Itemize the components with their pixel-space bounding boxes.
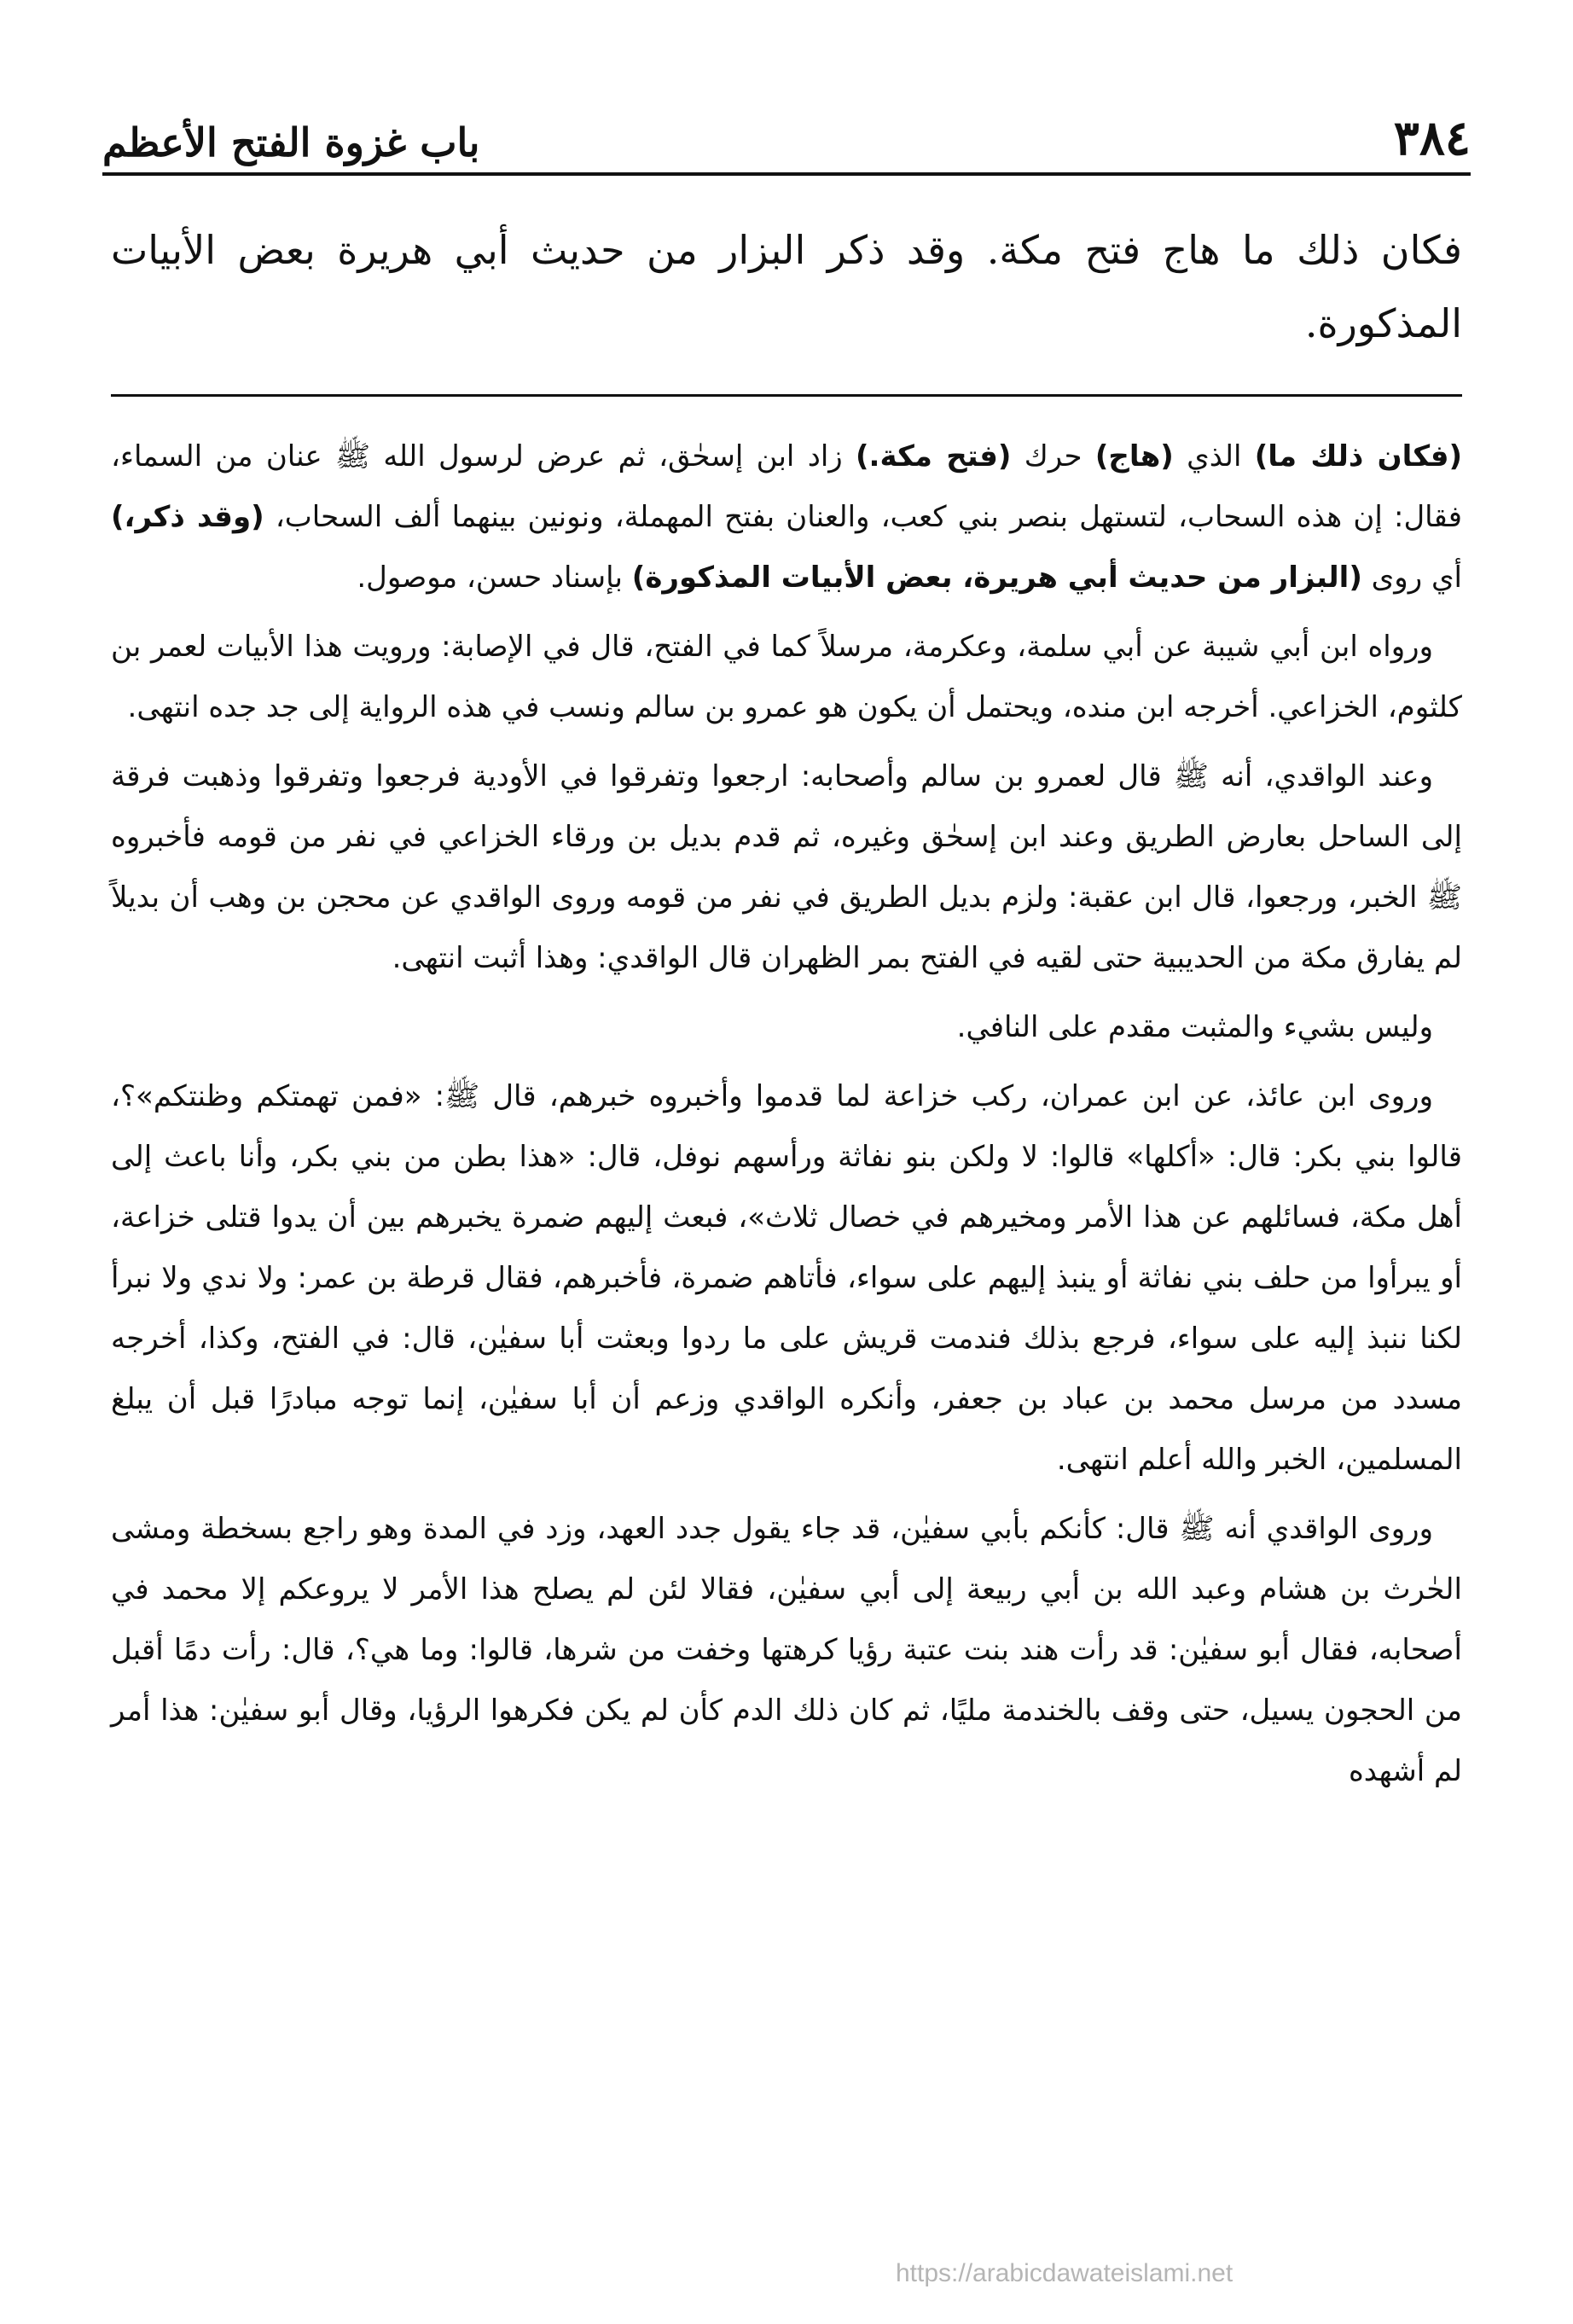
gloss-segment: بإسناد حسن، موصول. (357, 561, 632, 595)
commentary-paragraph-1 (111, 427, 1462, 608)
quote-segment: (هاج) (1094, 439, 1174, 474)
quote-segment: (فتح مكة.) (856, 439, 1012, 474)
commentary (111, 427, 1462, 1810)
page-number: ٣٨٤ (1393, 110, 1471, 166)
main-text-divider (111, 394, 1462, 397)
gloss-segment: حرك (1011, 439, 1095, 474)
gloss-segment: أي روى (1361, 561, 1462, 595)
header-divider (102, 172, 1471, 176)
commentary-paragraph-4: وليس بشيء والمثبت مقدم على النافي. (956, 1010, 1433, 1044)
commentary-paragraph-2: ورواه ابن أبي شيبة عن أبي سلمة، وعكرمة، مرسلاً كما في الفتح، قال في الإصابة: ورويت هذا الأبيات لعمر بن كلثوم، الخزاعي. أخرجه ابن منده، ويحتمل أن يكون هو عمرو بن سالم ونسب في هذه الرواية إلى جد جده انتهى. (111, 630, 1462, 724)
gloss-segment: الذي (1173, 439, 1255, 474)
quote-segment: (فكان ذلك ما) (1254, 439, 1462, 474)
chapter-title: باب غزوة الفتح الأعظم (102, 119, 480, 166)
commentary-paragraph-5: وروى ابن عائذ، عن ابن عمران، ركب خزاعة لما قدموا وأخبروه خبرهم، قال ﷺ: «فمن تهمتكم وظنتكم»؟، قالوا بني بكر: قال: «أكلها» قالوا: لا ولكن بنو نفاثة ورأسهم نوفل، قال: «هذا بطن من بني بكر، وأنا باعث إلى أهل مكة، فسائلهم عن هذا الأمر ومخيرهم في خصال ثلاث»، فبعث إليهم ضمرة يخبرهم بين أن يدوا قتلى خزاعة، أو يبرأوا من حلف بني نفاثة أو ينبذ إليهم على سواء، فأتاهم ضمرة، فأخبرهم، فقال قرطة بن عمر: ولا ندي ولا نبرأ لكنا ننبذ إليه على سواء، فرجع بذلك فندمت قريش على ما ردوا وبعثت أبا سفيٰن، قال: في الفتح، وكذا، أخرجه مسدد من مرسل محمد بن عباد بن جعفر، وأنكره الواقدي وزعم أن أبا سفيٰن، إنما توجه مبادرًا قبل أن يبلغ المسلمين، الخبر والله أعلم انتهى. (111, 1079, 1462, 1477)
gloss-segment: زاد ابن إسحٰق، ثم عرض لرسول الله ﷺ عنان من السماء، فقال: إن هذه السحاب، لتستهل بنصر بني كعب، والعنان بفتح المهملة، ونونين بينهما ألف السحاب، (111, 439, 1462, 534)
page-header (102, 94, 1471, 166)
main-text: فكان ذلك ما هاج فتح مكة. وقد ذكر البزار من حديث أبي هريرة بعض الأبيات المذكورة. (111, 227, 1462, 346)
watermark-url: https://arabicdawateislami.net (896, 2259, 1233, 2287)
quote-segment: (البزار من حديث أبي هريرة، بعض الأبيات المذكورة) (631, 561, 1362, 595)
commentary-paragraph-3: وعند الواقدي، أنه ﷺ قال لعمرو بن سالم وأصحابه: ارجعوا وتفرقوا في الأودية فرجعوا وتفرقوا وذهبت فرقة إلى الساحل بعارض الطريق وعند ابن إسحٰق وغيره، ثم قدم بديل بن ورقاء الخزاعي في نفر من قومه فأخبروه ﷺ الخبر، ورجعوا، قال ابن عقبة: ولزم بديل الطريق في نفر من قومه وروى الواقدي عن محجن بن وهب أن بديلاً لم يفارق مكة من الحديبية حتى لقيه في الفتح بمر الظهران قال الواقدي: وهذا أثبت انتهى. (111, 759, 1462, 975)
quote-segment: (وقد ذكر،) (111, 500, 264, 534)
commentary-paragraph-6: وروى الواقدي أنه ﷺ قال: كأنكم بأبي سفيٰن، قد جاء يقول جدد العهد، وزد في المدة وهو راجع بسخطة ومشى الحٰرث بن هشام وعبد الله بن أبي ربيعة إلى أبي سفيٰن، فقالا لئن لم يصلح هذا الأمر لا يروعكم إلا محمد في أصحابه، فقال أبو سفيٰن: قد رأت هند بنت عتبة رؤيا كرهتها وخفت من شرها، قالوا: وما هي؟، قال: رأت دمًا أقبل من الحجون يسيل، حتى وقف بالخندمة مليًا، ثم كان ذلك الدم كأن لم يكن فكرهوا الرؤيا، وقال أبو سفيٰن: هذا أمر لم أشهده (111, 1512, 1462, 1788)
